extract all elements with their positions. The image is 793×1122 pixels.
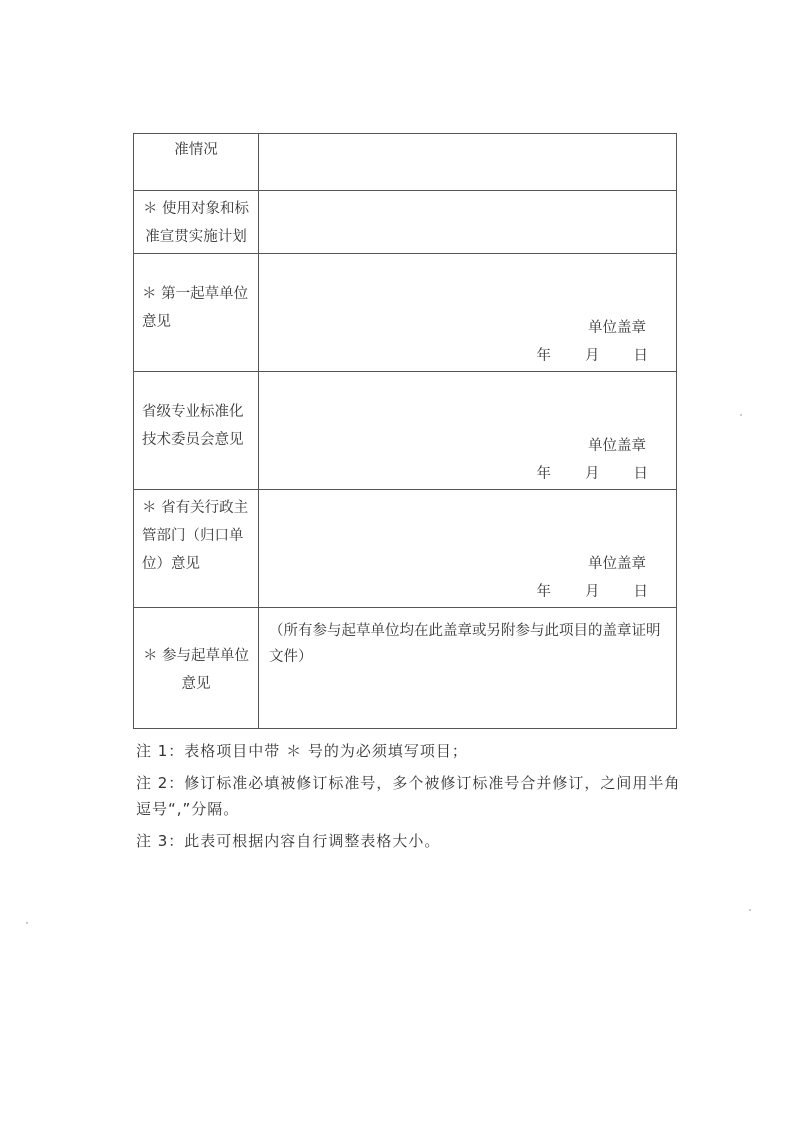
date-line <box>537 462 649 483</box>
table-row <box>134 254 677 372</box>
row-label: ＊ 第一起草单位意见 <box>142 286 249 330</box>
scan-speck <box>749 909 751 911</box>
seal-label: 单位盖章 <box>588 320 646 336</box>
row-label-cell <box>134 254 259 372</box>
day-label: 日 <box>633 348 648 364</box>
row-label: ＊ 使用对象和标准宣贯实施计划 <box>142 201 250 245</box>
date-line <box>537 580 649 601</box>
form-table <box>133 133 677 729</box>
row-content-cell <box>259 254 677 372</box>
row-label-cell <box>134 134 259 191</box>
row-content-cell <box>259 191 677 254</box>
row-label-cell <box>134 191 259 254</box>
day-label: 日 <box>633 584 648 600</box>
scan-speck <box>740 414 742 416</box>
row-content-text: （所有参与起草单位均在此盖章或另附参与此项目的盖章证明文件） <box>269 623 661 665</box>
row-label-cell <box>134 372 259 490</box>
table-row <box>134 191 677 254</box>
table-row <box>134 372 677 490</box>
seal-label: 单位盖章 <box>588 438 646 454</box>
month-label: 月 <box>585 584 600 600</box>
row-label-cell <box>134 490 259 608</box>
row-label: ＊ 参与起草单位意见 <box>142 648 250 692</box>
year-label: 年 <box>536 584 551 600</box>
note-2: 注 2：修订标准必填被修订标准号，多个被修订标准号合并修订，之间用半角逗号“,”分隔。 <box>136 774 681 818</box>
table-row <box>134 134 677 191</box>
notes-section <box>136 738 696 860</box>
day-label: 日 <box>633 466 648 482</box>
row-label: 准情况 <box>174 142 218 158</box>
row-content-cell <box>259 490 677 608</box>
row-label-cell <box>134 608 259 729</box>
row-label: ＊ 省有关行政主管部门（归口单位）意见 <box>142 500 249 572</box>
note-3: 注 3：此表可根据内容自行调整表格大小。 <box>136 832 441 850</box>
table-row <box>134 608 677 729</box>
row-content-cell <box>259 372 677 490</box>
month-label: 月 <box>585 348 600 364</box>
year-label: 年 <box>536 466 551 482</box>
year-label: 年 <box>536 348 551 364</box>
date-line <box>537 344 649 365</box>
note-1: 注 1：表格项目中带 ＊ 号的为必须填写项目； <box>136 742 468 760</box>
row-label: 省级专业标准化技术委员会意见 <box>142 404 244 448</box>
scan-speck <box>26 922 28 924</box>
month-label: 月 <box>585 466 600 482</box>
table-row <box>134 490 677 608</box>
row-content-cell <box>259 134 677 191</box>
row-content-cell <box>259 608 677 729</box>
seal-label: 单位盖章 <box>588 556 646 572</box>
